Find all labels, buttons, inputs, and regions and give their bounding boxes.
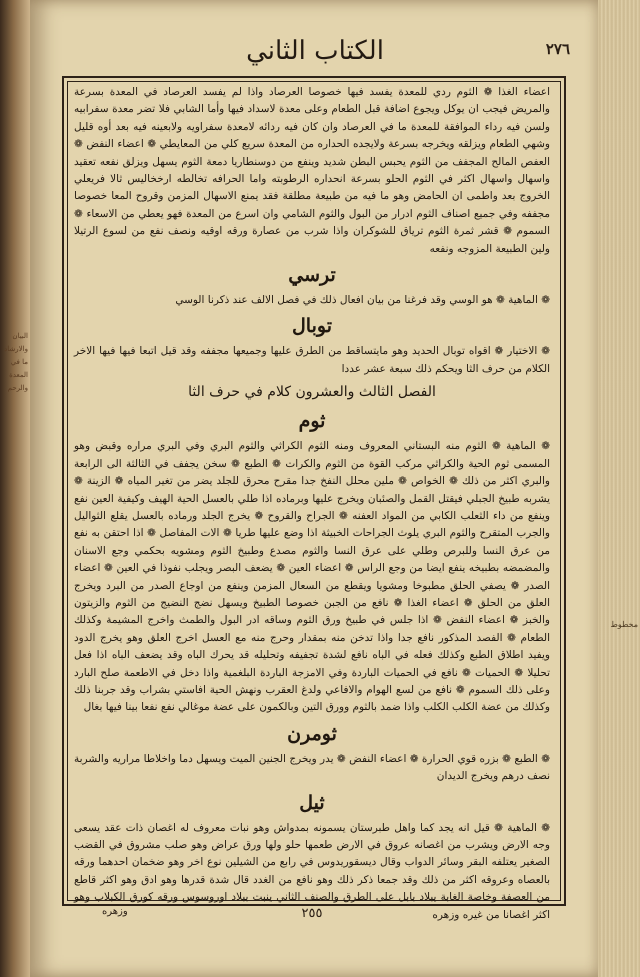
paragraph: ❁ الطبع ❁ بزره قوي الحرارة ❁ اعضاء النفض ❁ يدر ويخرج الجنين الميت ويسهل دما واخلاطا مراريه والشربة نصف درهم ويخرج الديدان	[74, 752, 550, 783]
paragraph: ❁ الماهية ❁ قيل انه يجد كما واهل طبرستان يسمونه بمدواش وهو نبات معروف له اغصان ذات عقد يسعى وجه الارض ويشرب من اغصانه عروق في الارض طعمها حلو ولها ورق عراض وهو صلب مشروق في القضب الصغير يعتلفه البقر وسائر الدواب وقال ديسقوريدوس في رابع من الشيلين نوع اخر وهو ضخمان احدهما ورقه بالعصاه وعروقه اكثر من ذلك وقد جمعا ذكر ذلك وهو نافع من الغدد قال شدة قدرها وهو ادق وهو اكثر قاطع من العصفة وخاصة الغابة يبلاد بابل على الطرق والصنف الثاني ينبت ببلاد اوروسوس ورقه كورق الكبلاب وهو اكثر اغصانا من غيره وزهره	[74, 821, 550, 921]
paragraph: ❁ الاختيار ❁ اقواه توبال الحديد وهو مايتساقط من الطرق عليها وجميعها مجففه وقد قيل اتبعا فيها فيها الاخر الكلام من حرف الثا ويحكم ذلك سبعة عشر عددا	[74, 345, 550, 375]
paragraph: ❁ الماهية ❁ هو الوسي وقد فرغنا من بيان افعال ذلك في فصل الالف عند ذكرنا الوسي	[175, 294, 550, 307]
entry-heading: ثيل	[299, 791, 325, 814]
facing-page-edge	[0, 0, 30, 977]
page-stack-edge	[598, 0, 640, 977]
section-heading: الفصل الثالث والعشرون كلام في حرف الثا	[188, 384, 436, 401]
edge-note: مخطوط	[610, 620, 638, 629]
entry-heading: توبال	[292, 315, 332, 338]
facing-page-margin-notes: البيان والارشاد ما في المعدة والرحم	[4, 332, 28, 392]
catchword: وزهره	[102, 906, 128, 917]
paragraph: ❁ الماهية ❁ الثوم منه البستاني المعروف ومنه الثوم الكراثي والثوم البري وفي البري مراره وقبض وهو المسمى ثوم الحية والكراثي مركب القوة من الثوم والكرات ❁ الطبع ❁ سخن يجفف في الثالثة الى الرابعة والبري اكثر من ذلك ❁ الخواص ❁ ملين محلل النفخ جدا مقرح محرق للجلد يضر من تغير المياه ❁ الزينة ❁ يشربه طبيخ الجبلي فيقتل القمل والصئبان ويخرج عليها وبرماده اذا طلي بالعسل الحية الهيف وكيفية العين نفع وينفع من داء الثعلب الكابي من المواد العفنه ❁ الجراح والقروح ❁ يخرج الجلد ورماده بالعسل يقلع الثواليل والجرب المتقرح والثوم البري يلوث الجراحات الخبيثة اذا وضع عليها طريا ❁ الات المفاصل ❁ اذا احتقن به نفع من عرق النسا وللبرص وطلي على عرق النسا والثوم مصدع وطبيخ الثوم ومشويه بحكمي وجع الاسنان والمضمضه بطبيخه ينفع ايضا من وجع الراس ❁ اعضاء العين ❁ يضعف البصر ويجلب نفوذا في العين ❁ اعضاء الصدر ❁ يصفي الحلق مطبوخا ومشويا ويقطع من السعال المزمن وينفع من اوجاع الصدر من البرد ويخرج العلق من الحلق ❁ اعضاء الغذا ❁ نافع من الجبن خصوصا الطبيخ ويسهل نضج النضيج من الثوم والزيتون والخبز ❁ اعضاء النفض ❁ اذا جلس في طبيخ ورق الثوم وساقه ادر البول والطمث واخرج المشيمة وكذلك الطعام ❁ الفصد المذكور نافع جدا واذا تدخن منه بمقدار وحرج منه مع العسل اخرج العلق وهو يخرج الدود ويفيد اطلاق الطبع وكذلك فعله في الباه نافع لشدة تجفيفه وتحليله قد يحرك الباه وقد يضعف الباه اذا فعل تحليلا ❁ الحميات ❁ نافع في الحميات الباردة وفي الامزجة الباردة البلغمية واذا دخل في الاطعمة صلح البارد وعلى ذلك السموم ❁ نافع من لسع الهوام والافاعي ولدغ العقرب ونهش الحية افاستي بشراب وقد جربنا ذلك وكذلك من عضة الكلب الكلب واذا ضمد بالثوم وورق التين وبالكمون على عضة موغالي نفع نفعا بينا فيها بغال	[74, 440, 550, 714]
folio-number: ٢٧٦	[545, 40, 570, 58]
entry-heading: ثومرن	[287, 722, 337, 745]
paragraph: اعضاء الغذا ❁ الثوم ردي للمعدة يفسد فيها خصوصا العرصاد واذا لم يفسد العرصاد في المعدة بسرعة والمريض فيجب ان يوكل ويجوع اضافة قبل الطعام وعلى معدة لاسداد فيها وأما الشابي فلا تضر معدة سفرابيه ولسن فيه رداء الموافقة للمعدة ما في العرصاد وان كان فيه ردائه لامعدة سفراويه ولابعينه فيه بعد أوه قليل وشهي الطعام ويزلقه ويخرجه بسرعة ولايجده الحداره من المعدة سريع كلي من المعايطي ❁ اعضاء النفض ❁ العفص المالح المجفف من الثوم يحبس البطن شديد وينفع من دوسنطاريا دمعة الثوم يسهل ويزلق نفعه تعقيد واسهال واسهال اكثر في الثوم الحلو بسرعة انحداره الرطوبته واما الحرافه تخالطه ارخخاليس ثالا فريعلي الخروج بعد واطمى ان الحامض وهو ما فيه من طبيعة مطلقة فقد يمنع الاسهال المزمن وقروح المعا خصوصا مجففه وفي جميع اصناف الثوم ادرار من البول والثوم الشامي وان اسرع من المعدة فهو يعطي من الاسعاء ❁ السموم ❁ قشر ثمرة الثوم ترياق للشوكران واذا شرب من عصارة ورقه اوقيه ونصف نفع من لسوع الرتيلا ولين الطبيعة المزوجه ونفعه	[74, 86, 550, 255]
page-footer	[62, 906, 562, 930]
page-header	[60, 36, 570, 76]
page-number: ٢٥٥	[301, 906, 323, 921]
running-title: الكتاب الثاني	[246, 36, 384, 66]
entry-heading: ثوم	[298, 410, 326, 433]
entry-heading: ترسي	[288, 264, 336, 287]
